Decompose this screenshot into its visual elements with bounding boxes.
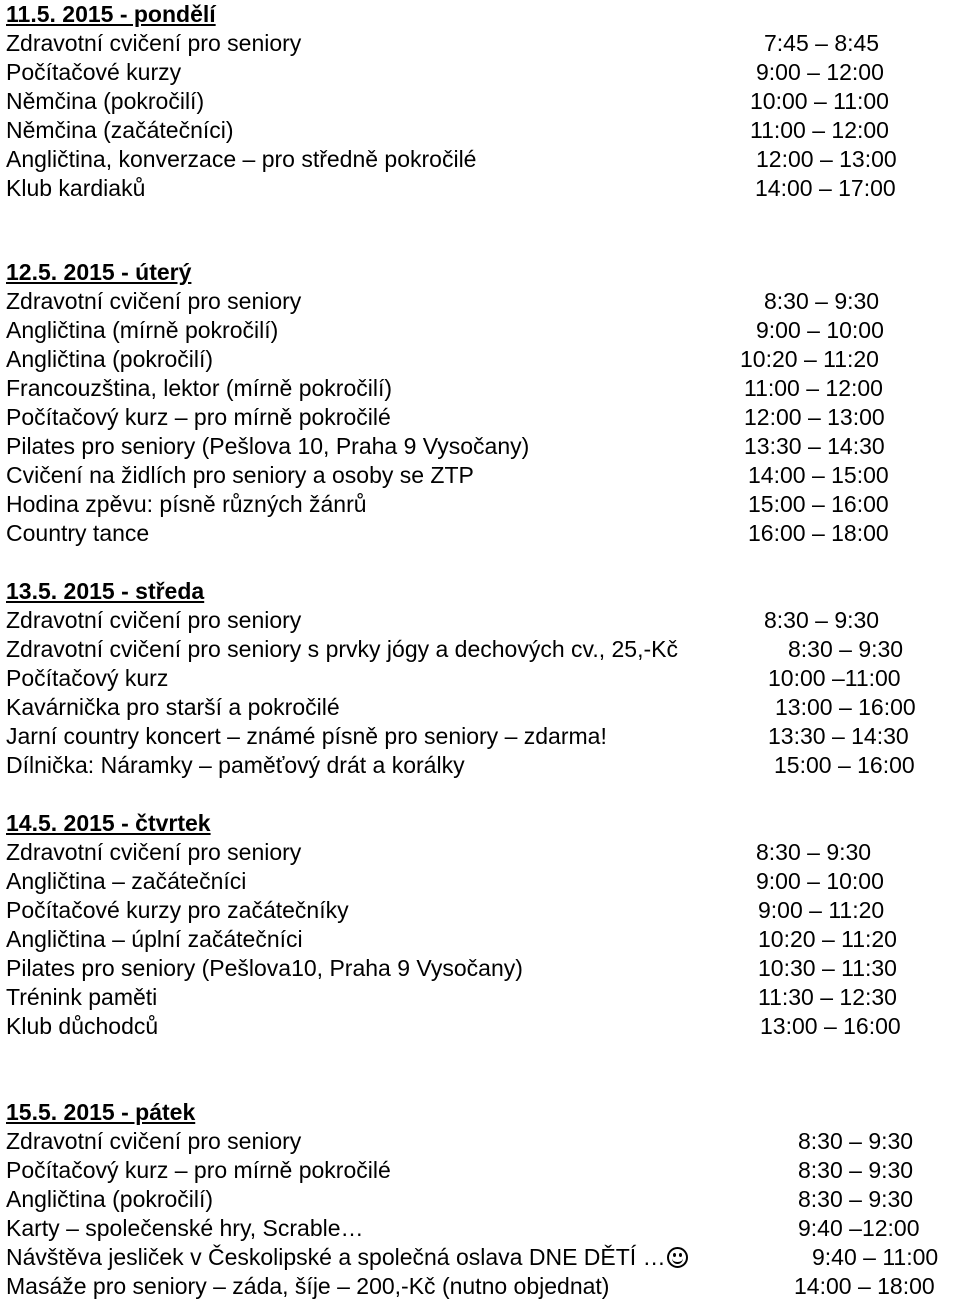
activity-name [6, 461, 474, 490]
activity-time: 8:30 – 9:30 [798, 1128, 914, 1154]
activity-name [6, 983, 157, 1012]
activity-name [6, 664, 168, 693]
activity-text: Počítačový kurz – pro mírně pokročilé [6, 1157, 391, 1183]
activity-time: 15:00 – 16:00 [748, 491, 889, 517]
activity-time: 8:30 – 9:30 [764, 288, 880, 314]
activity-time: 13:30 – 14:30 [768, 723, 909, 749]
schedule-row [6, 983, 956, 1012]
activity-time: 8:30 – 9:30 [764, 607, 880, 633]
activity-name [6, 867, 246, 896]
schedule-row [6, 519, 956, 548]
activity-name [6, 606, 301, 635]
activity-name [6, 116, 234, 145]
activity-text: Zdravotní cvičení pro seniory [6, 30, 302, 56]
activity-text: Angličtina – začátečníci [6, 868, 247, 894]
schedule-row [6, 954, 956, 983]
schedule-row [6, 1127, 956, 1156]
schedule-row [6, 316, 956, 345]
activity-name [6, 145, 476, 174]
schedule-row [6, 1156, 956, 1185]
activity-text: Němčina (začátečníci) [6, 117, 234, 143]
schedule-row [6, 925, 956, 954]
activity-text: Trénink paměti [6, 984, 158, 1010]
schedule-row [6, 29, 956, 58]
activity-name [6, 87, 204, 116]
day-heading: 12.5. 2015 - úterý [6, 259, 192, 285]
activity-name [6, 519, 149, 548]
activity-name [6, 635, 678, 664]
activity-name [6, 1272, 609, 1301]
activity-time: 11:00 – 12:00 [744, 375, 883, 401]
activity-time: 11:00 – 12:00 [750, 117, 889, 143]
activity-time: 13:30 – 14:30 [744, 433, 885, 459]
activity-time: 8:30 – 9:30 [798, 1186, 914, 1212]
activity-time: 9:00 – 10:00 [756, 317, 884, 343]
activity-text: Zdravotní cvičení pro seniory [6, 607, 302, 633]
activity-name [6, 896, 349, 925]
activity-name [6, 838, 301, 867]
activity-time: 16:00 – 18:00 [748, 520, 889, 546]
activity-time: 14:00 – 18:00 [794, 1273, 935, 1299]
day-heading: 14.5. 2015 - čtvrtek [6, 810, 211, 836]
activity-name [6, 345, 213, 374]
schedule-row [6, 287, 956, 316]
activity-text: Hodina zpěvu: písně různých žánrů [6, 491, 367, 517]
activity-time: 10:20 – 11:20 [740, 346, 879, 372]
activity-name [6, 693, 340, 722]
schedule-row [6, 490, 956, 519]
schedule-row [6, 174, 956, 203]
activity-name [6, 374, 392, 403]
activity-text: Počítačové kurzy [6, 59, 182, 85]
schedule-row [6, 693, 956, 722]
schedule-row [6, 664, 956, 693]
activity-text: Angličtina – úplní začátečníci [6, 926, 303, 952]
activity-name [6, 432, 529, 461]
activity-name [6, 751, 465, 780]
activity-time: 9:40 –12:00 [798, 1215, 920, 1241]
activity-name [6, 287, 301, 316]
activity-text: Počítačové kurzy pro začátečníky [6, 897, 349, 923]
activity-time: 13:00 – 16:00 [775, 694, 916, 720]
activity-time: 11:30 – 12:30 [758, 984, 897, 1010]
schedule-row [6, 1185, 956, 1214]
activity-name [6, 29, 301, 58]
activity-text: Zdravotní cvičení pro seniory s prvky jógy a dechových cv., 25,-Kč [6, 636, 678, 662]
day-heading: 15.5. 2015 - pátek [6, 1099, 196, 1125]
schedule-row [6, 1214, 956, 1243]
activity-time: 8:30 – 9:30 [788, 636, 904, 662]
activity-text: Návštěva jesliček v Českolipské a společná oslava DNE DĚTÍ … [6, 1244, 666, 1270]
activity-time: 9:00 – 12:00 [756, 59, 884, 85]
activity-text: Zdravotní cvičení pro seniory [6, 288, 302, 314]
activity-name [6, 1243, 688, 1272]
activity-text: Francouzština, lektor (mírně pokročilí) [6, 375, 393, 401]
schedule-row [6, 87, 956, 116]
activity-name [6, 925, 303, 954]
schedule-row [6, 606, 956, 635]
activity-text: Karty – společenské hry, Scrable… [6, 1215, 364, 1241]
day-heading: 13.5. 2015 - středa [6, 578, 205, 604]
activity-name [6, 403, 391, 432]
activity-time: 12:00 – 13:00 [744, 404, 885, 430]
activity-time: 9:40 – 11:00 [812, 1244, 939, 1270]
activity-time: 14:00 – 15:00 [748, 462, 889, 488]
activity-time: 8:30 – 9:30 [756, 839, 872, 865]
schedule-row [6, 1012, 956, 1041]
activity-text: Kavárnička pro starší a pokročilé [6, 694, 340, 720]
activity-text: Počítačový kurz [6, 665, 169, 691]
activity-time: 8:30 – 9:30 [798, 1157, 914, 1183]
activity-time: 10:00 – 11:00 [750, 88, 889, 114]
activity-name [6, 490, 367, 519]
activity-time: 12:00 – 13:00 [756, 146, 897, 172]
activity-name [6, 1127, 301, 1156]
activity-time: 10:30 – 11:30 [758, 955, 897, 981]
activity-name [6, 954, 523, 983]
activity-text: Angličtina (pokročilí) [6, 346, 214, 372]
activity-time: 9:00 – 10:00 [756, 868, 884, 894]
schedule-row [6, 461, 956, 490]
schedule-row [6, 838, 956, 867]
activity-text: Dílnička: Náramky – paměťový drát a korálky [6, 752, 465, 778]
schedule-row [6, 722, 956, 751]
activity-time: 13:00 – 16:00 [760, 1013, 901, 1039]
activity-text: Počítačový kurz – pro mírně pokročilé [6, 404, 391, 430]
activity-time: 10:00 –11:00 [768, 665, 901, 691]
activity-text: Pilates pro seniory (Pešlova10, Praha 9 Vysočany) [6, 955, 523, 981]
schedule-row [6, 1272, 956, 1301]
day-heading: 11.5. 2015 - pondělí [6, 1, 216, 27]
schedule-row [6, 432, 956, 461]
activity-text: Masáže pro seniory – záda, šíje – 200,-Kč (nutno objednat) [6, 1273, 610, 1299]
schedule-row [6, 374, 956, 403]
smiley-icon [667, 1247, 688, 1268]
schedule-row [6, 145, 956, 174]
schedule-row [6, 345, 956, 374]
activity-text: Jarní country koncert – známé písně pro seniory – zdarma! [6, 723, 607, 749]
activity-time: 10:20 – 11:20 [758, 926, 897, 952]
activity-name [6, 1156, 391, 1185]
activity-text: Němčina (pokročilí) [6, 88, 205, 114]
schedule-row [6, 896, 956, 925]
activity-text: Klub kardiaků [6, 175, 146, 201]
schedule-row [6, 58, 956, 87]
activity-time: 9:00 – 11:20 [758, 897, 885, 923]
activity-time: 14:00 – 17:00 [755, 175, 896, 201]
schedule-row [6, 1243, 956, 1272]
activity-text: Cvičení na židlích pro seniory a osoby se ZTP [6, 462, 474, 488]
activity-time: 15:00 – 16:00 [774, 752, 915, 778]
activity-name [6, 1185, 213, 1214]
activity-text: Country tance [6, 520, 150, 546]
activity-text: Angličtina (pokročilí) [6, 1186, 214, 1212]
schedule-row [6, 403, 956, 432]
activity-text: Angličtina (mírně pokročilí) [6, 317, 279, 343]
schedule-row [6, 867, 956, 896]
activity-text: Pilates pro seniory (Pešlova 10, Praha 9 Vysočany) [6, 433, 530, 459]
activity-name [6, 722, 607, 751]
activity-name [6, 58, 181, 87]
schedule-row [6, 751, 956, 780]
activity-time: 7:45 – 8:45 [764, 30, 880, 56]
activity-text: Angličtina, konverzace – pro středně pokročilé [6, 146, 477, 172]
activity-text: Zdravotní cvičení pro seniory [6, 1128, 302, 1154]
activity-name [6, 174, 145, 203]
activity-name [6, 316, 278, 345]
schedule-row [6, 635, 956, 664]
activity-text: Klub důchodců [6, 1013, 159, 1039]
activity-name [6, 1214, 364, 1243]
activity-name [6, 1012, 158, 1041]
schedule-row [6, 116, 956, 145]
activity-text: Zdravotní cvičení pro seniory [6, 839, 302, 865]
